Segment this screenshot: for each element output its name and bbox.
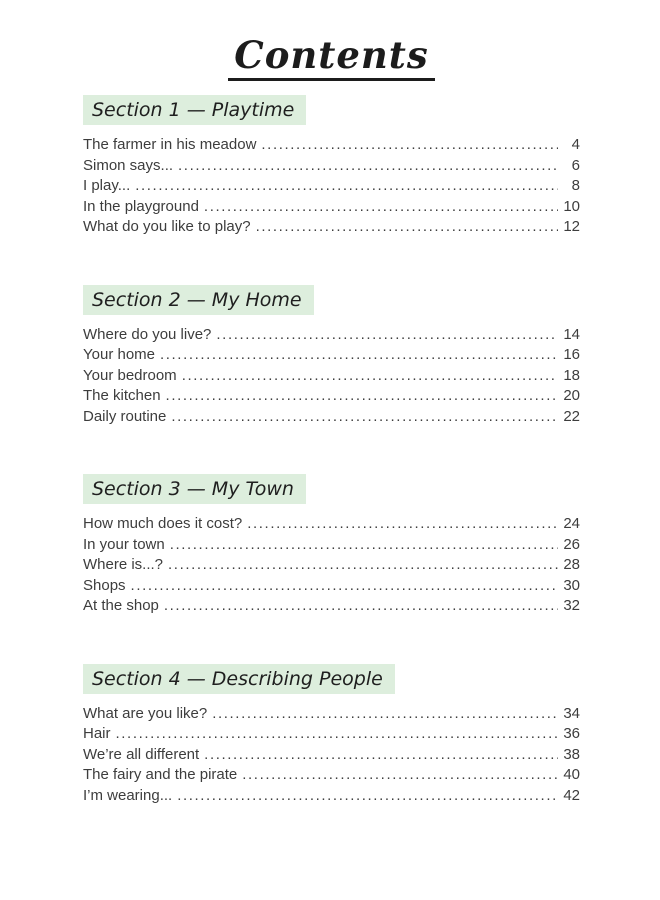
toc-entry-title: In your town [83,535,165,553]
toc-entry-title: The fairy and the pirate [83,766,238,783]
toc-entry-title: The kitchen [83,387,161,404]
toc-entry-page-number: 32 [563,597,580,614]
dot-leader [116,724,558,745]
toc-entry-page-number: 8 [571,177,580,194]
toc-entry-page-number: 16 [563,346,580,363]
toc-entry-title: The farmer in his meadow [83,136,257,153]
dot-leader [177,786,558,807]
toc-entry [83,704,580,725]
dot-leader [247,514,558,535]
toc-entry-title: In the playground [83,197,199,215]
toc-entry-page-number: 30 [563,576,580,594]
toc-entry [83,745,580,766]
toc-entry [83,325,580,346]
toc-entry-title: Your home [83,346,155,363]
toc-list [83,514,580,617]
toc-entry [83,765,580,786]
toc-entry [83,596,580,617]
toc-entry-page-number: 38 [563,745,580,763]
toc-entry-title: Your bedroom [83,366,177,384]
toc-list [83,325,580,428]
toc-section [83,474,580,617]
toc-sections [83,95,580,806]
toc-entry-title: At the shop [83,597,159,614]
dot-leader [216,325,558,346]
toc-entry-title: Daily routine [83,407,167,425]
toc-entry [83,555,580,576]
toc-entry-title: I’m wearing... [83,786,173,804]
dot-leader [261,135,558,156]
dot-leader [212,704,558,725]
dot-leader [166,386,558,407]
toc-entry [83,786,580,807]
dot-leader [178,156,558,177]
dot-leader [204,745,558,766]
dot-leader [182,366,558,387]
page-title: Contents [228,34,434,81]
dot-leader [135,176,558,197]
toc-entry-title: Simon says... [83,156,174,174]
dot-leader [204,197,558,218]
toc-entry [83,514,580,535]
toc-entry-page-number: 20 [563,387,580,404]
toc-entry-page-number: 40 [563,766,580,783]
toc-entry [83,366,580,387]
dot-leader [256,217,558,238]
toc-list [83,704,580,807]
toc-entry [83,576,580,597]
toc-entry [83,176,580,197]
dot-leader [168,555,558,576]
toc-entry-title: I play... [83,177,131,194]
toc-entry-page-number: 4 [571,136,580,153]
toc-list [83,135,580,238]
toc-entry-page-number: 18 [563,366,580,384]
toc-entry-page-number: 26 [563,535,580,553]
toc-entry [83,407,580,428]
toc-section [83,285,580,428]
toc-entry [83,535,580,556]
toc-entry-title: Where do you live? [83,325,212,343]
section-heading: Section 3 — My Town [83,474,306,504]
toc-entry-title: Shops [83,576,126,594]
toc-entry-title: Hair [83,725,111,742]
toc-entry-page-number: 36 [563,725,580,742]
dot-leader [242,765,558,786]
dot-leader [170,535,558,556]
toc-section [83,664,580,807]
toc-entry [83,217,580,238]
section-heading: Section 4 — Describing People [83,664,395,694]
dot-leader [160,345,558,366]
toc-entry-title: What are you like? [83,704,208,722]
dot-leader [131,576,558,597]
toc-entry-title: What do you like to play? [83,218,251,235]
toc-entry-title: Where is...? [83,556,164,573]
toc-entry-title: How much does it cost? [83,515,243,532]
toc-entry [83,386,580,407]
toc-entry-page-number: 42 [563,786,580,804]
toc-entry-page-number: 12 [563,218,580,235]
toc-entry [83,156,580,177]
toc-entry [83,345,580,366]
toc-entry [83,135,580,156]
toc-entry-page-number: 14 [563,325,580,343]
toc-entry-page-number: 22 [563,407,580,425]
section-heading: Section 1 — Playtime [83,95,306,125]
section-heading: Section 2 — My Home [83,285,314,315]
dot-leader [171,407,558,428]
toc-entry-title: We’re all different [83,745,200,763]
toc-entry [83,197,580,218]
dot-leader [164,596,558,617]
toc-entry-page-number: 24 [563,515,580,532]
toc-entry-page-number: 28 [563,556,580,573]
page-title-wrapper [83,34,580,81]
toc-entry-page-number: 6 [571,156,580,174]
toc-entry-page-number: 10 [563,197,580,215]
toc-section [83,95,580,238]
toc-entry-page-number: 34 [563,704,580,722]
toc-entry [83,724,580,745]
